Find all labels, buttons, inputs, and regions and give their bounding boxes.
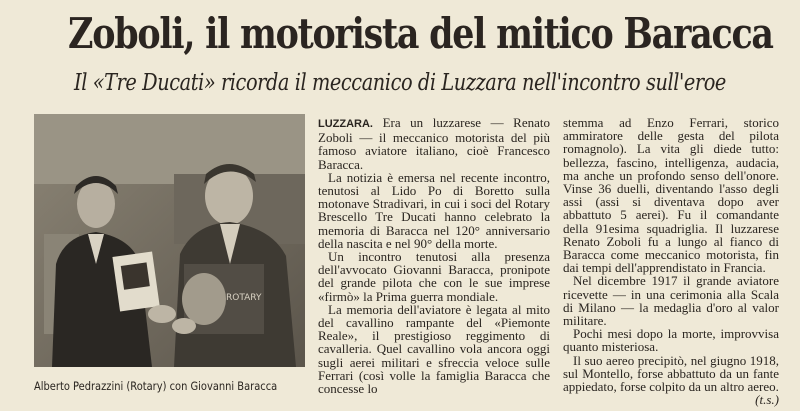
author-initials: (t.s.) xyxy=(755,392,779,408)
headline: Zoboli, il motorista del mitico Baracca xyxy=(68,9,773,58)
article-column-2 xyxy=(563,116,779,408)
paragraph: stemma ad Enzo Ferrari, storico ammiratore delle gesta del pilota romagnolo). La vita gli diede tutto: bellezza, fascino, intelligenza, audacia, ma anche un profondo senso dell'onore. Vinse 36 duelli, diventando l'asso degli assi (assi si diventava dopo aver abbattuto 5 aerei). Fu il comandante della 91esima squadriglia. Il luzzarese Renato Zoboli fu a lungo al fianco di Baracca come meccanico motorista, fin dai tempi dell'apprendistato in Francia. xyxy=(563,116,779,276)
article-photo xyxy=(34,114,305,367)
paragraph xyxy=(318,116,550,171)
photo-sign-text: ROTARY xyxy=(226,293,262,303)
dateline: LUZZARA. xyxy=(318,118,373,130)
paragraph-text: Era un luzzarese — Renato Zoboli — il meccanico motorista del più famoso aviatore italiano, cioè Francesco Baracca. xyxy=(318,116,550,172)
photo-caption: Alberto Pedrazzini (Rotary) con Giovanni Baracca xyxy=(34,379,278,393)
paragraph: La notizia è emersa nel recente incontro, tenutosi al Lido Po di Boretto sulla motonave Stradivari, in cui i soci del Rotary Brescello Tre Ducati hanno celebrato la memoria di Baracca nel 120° anniversario della nascita e nel 90° della morte. xyxy=(318,169,550,251)
photo-illustration xyxy=(34,114,305,367)
paragraph: Il suo aereo precipitò, nel giugno 1918, sul Montello, forse abbattuto da un fante appiedato, forse colpito da un altro aereo. xyxy=(563,352,779,395)
paragraph: La memoria dell'aviatore è legata al mito del cavallino rampante del «Piemonte Reale», il prestigioso reggimento di cavalleria. Quel cavallino vola ancora oggi sugli aerei militari e sfreccia veloce sulle Ferrari (così volle la famiglia Baracca che concesse lo xyxy=(318,301,550,397)
paragraph: Nel dicembre 1917 il grande aviatore ricevette — in una cerimonia alla Scala di Milano — la medaglia d'oro al valor militare. xyxy=(563,273,779,329)
subheadline: Il «Tre Ducati» ricorda il meccanico di Luzzara nell'incontro sull'eroe xyxy=(74,70,726,96)
article-column-1 xyxy=(318,116,550,408)
paragraph: Pochi mesi dopo la morte, improvvisa quanto misteriosa. xyxy=(563,326,779,355)
paragraph: Un incontro tenutosi alla presenza dell'avvocato Giovanni Baracca, pronipote del grande pilota che con le sue imprese «firmò» la Prima guerra mondiale. xyxy=(318,249,550,304)
